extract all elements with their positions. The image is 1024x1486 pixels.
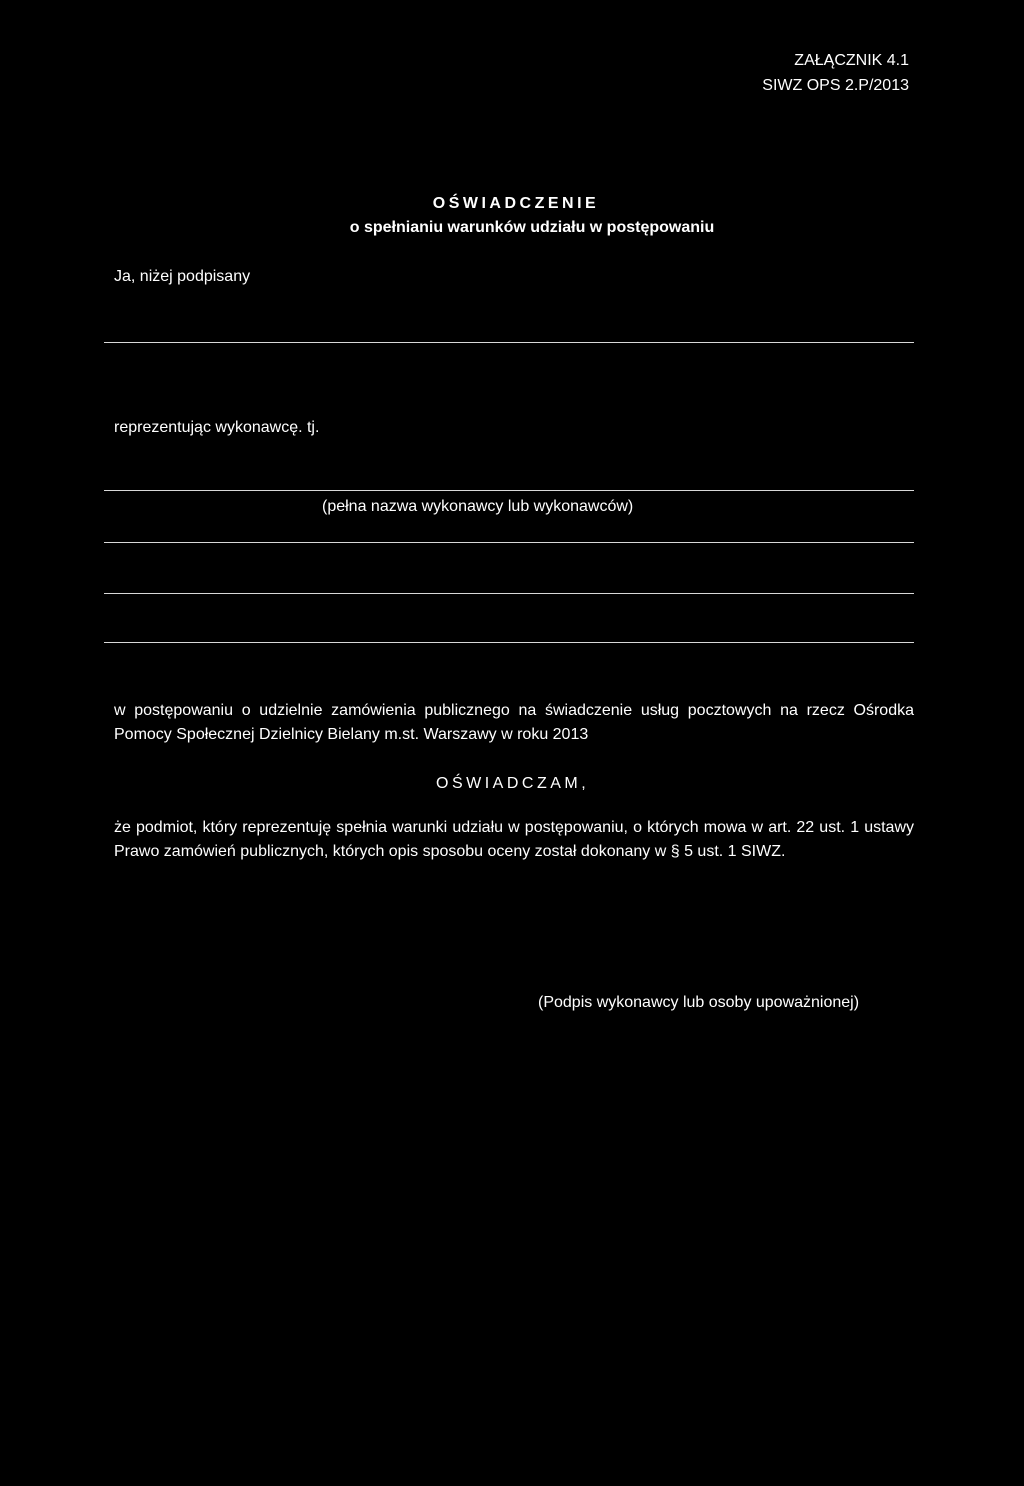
declaration-heading: OŚWIADCZAM,	[436, 775, 590, 792]
representing-label: reprezentując wykonawcę. tj.	[114, 419, 320, 436]
contractor-detail-line-1	[104, 542, 914, 543]
contractor-name-caption: (pełna nazwa wykonawcy lub wykonawców)	[322, 498, 634, 515]
declaration-paragraph: że podmiot, który reprezentuję spełnia warunki udziału w postępowaniu, o których mowa w art. 22 ust. 1 ustawy Prawo zamówień publicznych, których opis sposobu oceny został dokonany w § 5 ust. 1 SIWZ.	[114, 819, 914, 860]
contractor-detail-line-3	[104, 642, 914, 643]
contractor-name-line	[104, 490, 914, 491]
contractor-detail-line-2	[104, 593, 914, 594]
signature-caption: (Podpis wykonawcy lub osoby upoważnionej)	[538, 994, 860, 1011]
undersigned-label: Ja, niżej podpisany	[114, 268, 251, 285]
document-subtitle: o spełnianiu warunków udziału w postępowaniu	[349, 219, 715, 236]
reference-number: SIWZ OPS 2.P/2013	[762, 77, 909, 94]
signatory-name-line	[104, 342, 914, 343]
document-title: OŚWIADCZENIE	[432, 195, 600, 212]
proceeding-paragraph: w postępowaniu o udzielnie zamówienia publicznego na świadczenie usług pocztowych na rzecz Ośrodka Pomocy Społecznej Dzielnicy Bielany m.st. Warszawy w roku 2013	[114, 702, 914, 743]
attachment-number: ZAŁĄCZNIK 4.1	[794, 52, 909, 69]
